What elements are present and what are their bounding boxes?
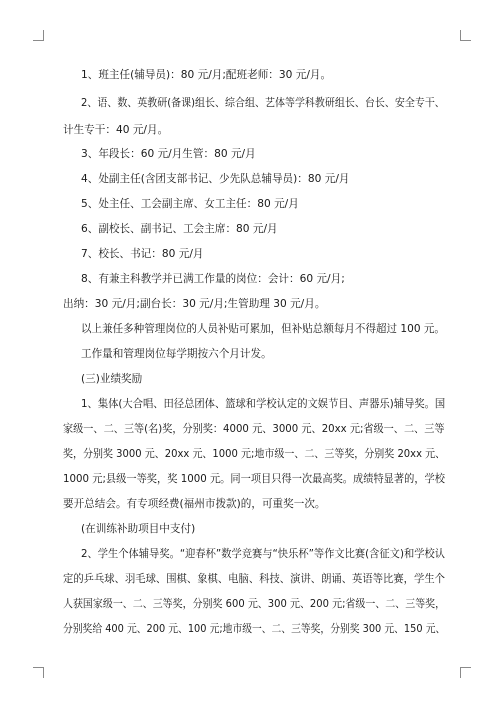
paragraph-line: 要开总结会。有专项经费(福州市拨款)的，可重奖一次。 bbox=[63, 498, 326, 510]
section-heading: (三)业绩奖励 bbox=[81, 373, 143, 385]
paragraph-line: 1、集体(大合唱、田径总团体、篮球和学校认定的文娱节目、声器乐)辅导奖。国 bbox=[81, 398, 446, 410]
paragraph-line: 分别奖给 400 元、200 元、100 元;地市级一、二、三等奖，分别奖 300 元、150 元、 bbox=[63, 623, 446, 635]
paragraph-line: 家级一、二、三等(名)奖，分别奖：4000 元、3000 元、20xx 元;省级一、二、三等 bbox=[63, 423, 445, 435]
paragraph-line: 6、副校长、副书记、工会主席：80 元/月 bbox=[81, 223, 278, 235]
paragraph-line: 2、语、数、英教研(备课)组长、综合组、艺体等学科教研组长、台长、安全专干、 bbox=[81, 97, 445, 109]
paragraph-line: 1、班主任(辅导员)：80 元/月;配班老师：30 元/月。 bbox=[81, 69, 332, 81]
paragraph-line: 4、处副主任(含团支部书记、少先队总辅导员)：80 元/月 bbox=[81, 173, 350, 185]
paragraph-line: 以上兼任多种管理岗位的人员补贴可累加，但补贴总额每月不得超过 100 元。 bbox=[81, 323, 445, 335]
paragraph-line: 2、学生个体辅导奖。“迎春杯”数学竞赛与“快乐杯”等作文比赛(含征文)和学校认 bbox=[81, 548, 445, 560]
paragraph-line: 奖，分别奖 3000 元、20xx 元、1000 元;地市级一、二、三等奖，分别奖 20xx 元、 bbox=[63, 448, 446, 460]
paragraph-line: 工作量和管理岗位每学期按六个月计发。 bbox=[81, 348, 272, 360]
paragraph-line: 5、处主任、工会副主席、女工主任：80 元/月 bbox=[81, 198, 299, 210]
paragraph-line: 出纳：30 元/月;副台长：30 元/月;生管助理 30 元/月。 bbox=[63, 298, 326, 310]
paragraph-line: 1000 元;县级一等奖，奖 1000 元。同一项目只得一次最高奖。成绩特显著的，学校 bbox=[63, 473, 445, 485]
paragraph-line: 定的乒乓球、羽毛球、围棋、象棋、电脑、科技、演讲、朗诵、英语等比赛，学生个 bbox=[63, 573, 445, 585]
paragraph-line: 8、有兼主科教学并已满工作量的岗位：会计：60 元/月; bbox=[81, 273, 345, 285]
paragraph-line: 计生专干：40 元/月。 bbox=[63, 124, 169, 136]
paragraph-line: 7、校长、书记：80 元/月 bbox=[81, 248, 204, 260]
paragraph-line: (在训练补助项目中支付) bbox=[81, 523, 196, 535]
paragraph-line: 3、年段长：60 元/月生管：80 元/月 bbox=[81, 148, 256, 160]
paragraph-line: 人获国家级一、二、三等奖，分别奖 600 元、300 元、200 元;省级一、二、三等奖， bbox=[63, 598, 446, 610]
